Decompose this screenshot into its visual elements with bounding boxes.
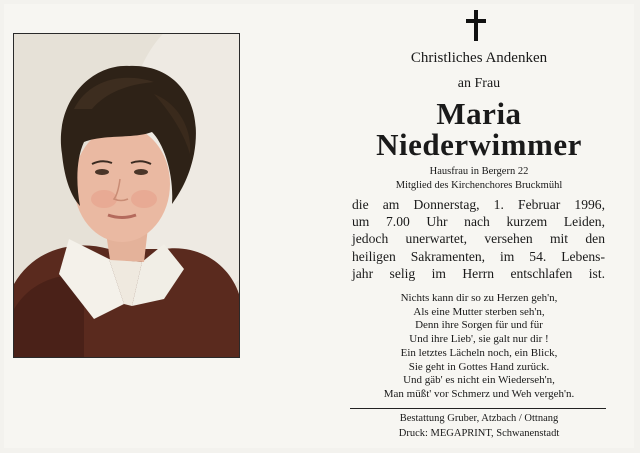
footer-divider — [350, 408, 606, 409]
poem-line: Ein letztes Lächeln noch, ein Blick, — [400, 346, 558, 359]
poem-line: Und ihre Lieb', sie galt nur dir ! — [409, 333, 549, 346]
obituary-text — [352, 196, 605, 282]
portrait-photo — [13, 33, 240, 358]
last-name: Niederwimmer — [376, 127, 582, 162]
poem-line: Denn ihre Sorgen für und für — [415, 319, 543, 332]
occupation: Hausfrau in Bergern 22 — [429, 166, 529, 177]
portrait-illustration — [14, 34, 239, 357]
bio-line: die am Donnerstag, 1. Februar 1996, — [352, 197, 605, 212]
memorial-poem — [344, 292, 614, 402]
poem-line: Nichts kann dir so zu Herzen geh'n, — [400, 292, 558, 304]
poem-line: Als eine Mutter sterben seh'n, — [413, 305, 545, 318]
printer-credit: Druck: MEGAPRINT, Schwanenstadt — [398, 428, 560, 439]
bio-line: jahr selig im Herrn entschlafen ist. — [352, 265, 605, 281]
poem-line: Man müßt' vor Schmerz und Weh vergeh'n. — [383, 387, 575, 400]
bio-line: um 7.00 Uhr nach kurzem Leiden, — [352, 214, 605, 230]
poem-line: Sie geht in Gottes Hand zurück. — [408, 360, 550, 373]
bio-line: heiligen Sakramenten, im 54. Lebens- — [352, 248, 605, 264]
membership: Mitglied des Kirchenchores Bruckmühl — [395, 180, 563, 191]
first-name: Maria — [436, 96, 522, 131]
latin-cross-icon — [466, 10, 486, 42]
salutation: an Frau — [457, 76, 501, 91]
poem-line: Und gäb' es nicht ein Wiederseh'n, — [403, 374, 555, 387]
bio-line: jedoch unerwartet, versehen mit den — [352, 231, 605, 247]
funeral-service: Bestattung Gruber, Atzbach / Ottnang — [399, 413, 559, 424]
card-heading: Christliches Andenken — [410, 50, 548, 66]
